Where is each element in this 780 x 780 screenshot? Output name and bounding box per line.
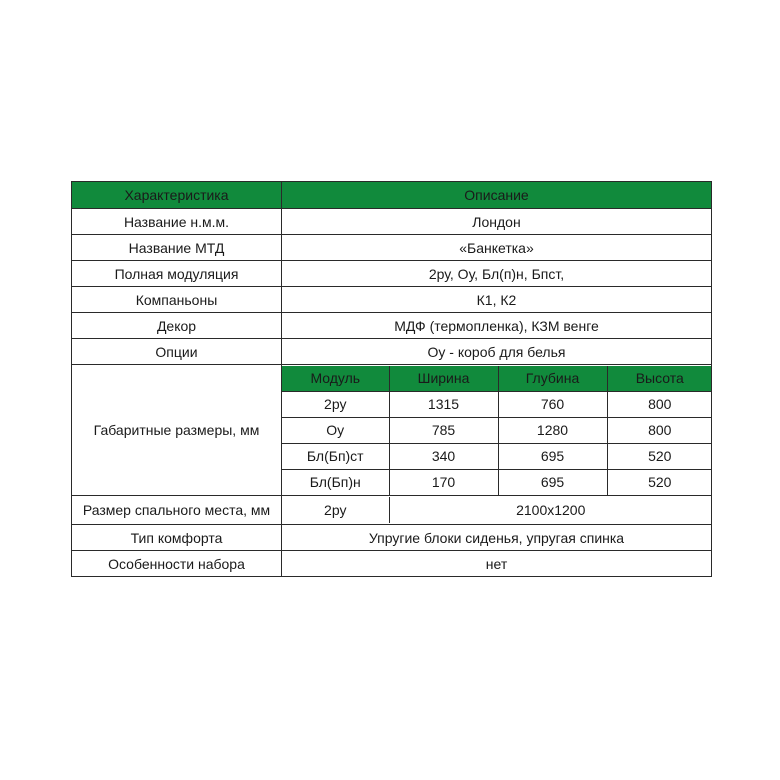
- table-row: [72, 235, 712, 261]
- table-row: [282, 469, 712, 495]
- dim-header-depth: Глубина: [498, 366, 607, 392]
- dim-cell: 170: [389, 469, 498, 495]
- dim-cell: 695: [498, 469, 607, 495]
- dim-header-width: Ширина: [389, 366, 498, 392]
- dim-cell: 695: [498, 443, 607, 469]
- dimensions-label: Габаритные размеры, мм: [72, 365, 282, 496]
- table-row: [282, 417, 712, 443]
- row-value-mtd-name: «Банкетка»: [282, 235, 712, 261]
- comfort-label: Тип комфорта: [72, 525, 282, 551]
- table-row: [72, 287, 712, 313]
- table-row: [72, 339, 712, 365]
- dimensions-cell: [282, 365, 712, 496]
- sleeping-cell: [282, 496, 712, 525]
- table-row: [72, 313, 712, 339]
- dim-cell: Оу: [282, 417, 389, 443]
- table-header-row: [72, 182, 712, 209]
- sleeping-label: Размер спального места, мм: [72, 496, 282, 525]
- dimensions-header-row: [282, 366, 712, 392]
- row-value-options: Оу - короб для белья: [282, 339, 712, 365]
- row-value-model-name: Лондон: [282, 209, 712, 235]
- dim-header-height: Высота: [607, 366, 712, 392]
- header-description: Описание: [282, 182, 712, 209]
- header-characteristic: Характеристика: [72, 182, 282, 209]
- row-label-decor: Декор: [72, 313, 282, 339]
- dim-cell: Бл(Бп)н: [282, 469, 389, 495]
- dim-cell: 785: [389, 417, 498, 443]
- dim-cell: 1280: [498, 417, 607, 443]
- dim-cell: 340: [389, 443, 498, 469]
- table-row: [72, 525, 712, 551]
- features-label: Особенности набора: [72, 551, 282, 577]
- sleeping-module: 2ру: [282, 497, 389, 523]
- dim-cell: 800: [607, 391, 712, 417]
- dim-cell: 1315: [389, 391, 498, 417]
- table-row: [282, 443, 712, 469]
- features-value: нет: [282, 551, 712, 577]
- row-label-modulation: Полная модуляция: [72, 261, 282, 287]
- row-label-options: Опции: [72, 339, 282, 365]
- dim-cell: 2ру: [282, 391, 389, 417]
- row-label-companions: Компаньоны: [72, 287, 282, 313]
- dim-cell: Бл(Бп)ст: [282, 443, 389, 469]
- table-row: [282, 391, 712, 417]
- dimensions-row: [72, 365, 712, 496]
- row-label-mtd-name: Название МТД: [72, 235, 282, 261]
- table-row: [72, 261, 712, 287]
- dim-cell: 760: [498, 391, 607, 417]
- dim-cell: 800: [607, 417, 712, 443]
- sleeping-value: 2100х1200: [516, 502, 586, 518]
- dim-cell: 520: [607, 443, 712, 469]
- row-value-companions: К1, К2: [282, 287, 712, 313]
- row-value-modulation: 2ру, Оу, Бл(п)н, Бпст,: [282, 261, 712, 287]
- row-label-model-name: Название н.м.м.: [72, 209, 282, 235]
- dim-header-module: Модуль: [282, 366, 389, 392]
- row-value-decor: МДФ (термопленка), КЗМ венге: [282, 313, 712, 339]
- spec-table: [71, 181, 712, 577]
- sleeping-table: [282, 497, 712, 523]
- comfort-value: Упругие блоки сиденья, упругая спинка: [282, 525, 712, 551]
- dim-cell: 520: [607, 469, 712, 495]
- sleeping-row: [72, 496, 712, 525]
- dimensions-table: [282, 366, 712, 495]
- table-row: [72, 209, 712, 235]
- table-row: [72, 551, 712, 577]
